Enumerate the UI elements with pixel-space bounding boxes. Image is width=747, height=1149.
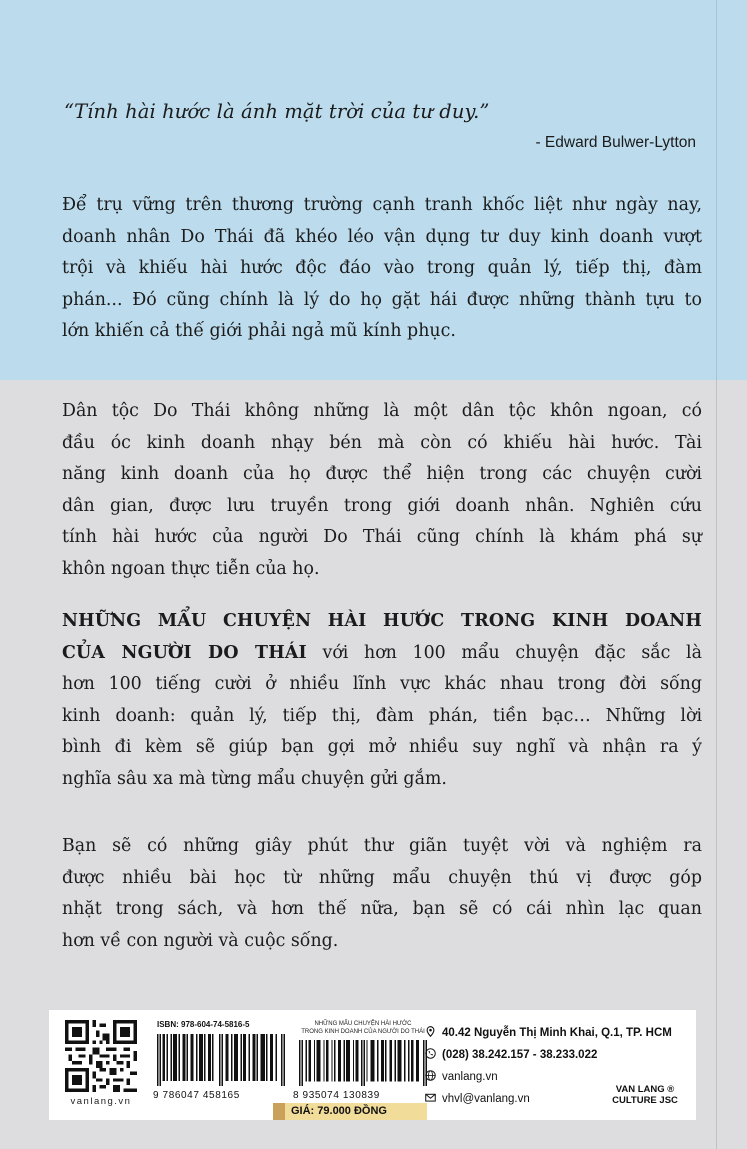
qr-code-icon xyxy=(65,1020,137,1092)
phone-row xyxy=(425,1048,597,1061)
publisher-logo-line: CULTURE JSC xyxy=(612,1095,678,1106)
website-text[interactable]: vanlang.vn xyxy=(442,1071,498,1083)
body-line: hơn về con người và cuộc sống. xyxy=(62,930,339,951)
body-paragraph-2 xyxy=(62,606,702,795)
isbn-label: ISBN: 978-604-74-5816-5 xyxy=(157,1020,250,1029)
globe-icon xyxy=(425,1070,436,1081)
body-line: đầu óc kinh doanh nhạy bén mà còn có khiếu hài hước. Tài xyxy=(62,432,702,453)
email-text[interactable]: vhvl@vanlang.vn xyxy=(442,1093,530,1105)
body-line: Dân tộc Do Thái không những là một dân tộc khôn ngoan, có xyxy=(62,401,702,421)
body-line: Bạn sẽ có những giây phút thư giãn tuyệt vời và nghiệm ra xyxy=(62,836,702,856)
price-label: GIÁ: 79.000 ĐỒNG xyxy=(285,1103,427,1120)
body-line: kinh doanh: quản lý, tiếp thị, đàm phán, tiền bạc… Những lời xyxy=(62,705,702,726)
isbn-barcode xyxy=(157,1034,285,1086)
publisher-logo-line: VAN LANG ® xyxy=(615,1084,675,1095)
intro-line: Để trụ vững trên thương trường cạnh tranh khốc liệt như ngày nay, xyxy=(62,195,702,215)
quote-author: - Edward Bulwer-Lytton xyxy=(535,134,696,151)
ean-barcode xyxy=(299,1040,427,1086)
mail-icon xyxy=(425,1092,436,1103)
body-line: được nhiều bài học từ những mẩu chuyện thú vị được góp xyxy=(62,867,702,888)
intro-line: lớn khiến cả thế giới phải ngả mũ kính phục. xyxy=(62,321,456,341)
body-line: năng kinh doanh của họ được thể hiện trong các chuyện cười xyxy=(62,464,702,484)
body-line: bình đi kèm sẽ giúp bạn gợi mở nhiều suy nghĩ và nhận ra ý xyxy=(62,737,702,757)
intro-line: phán... Đó cũng chính là lý do họ gặt hái được những thành tựu to xyxy=(62,289,702,310)
spine-line xyxy=(716,0,717,1149)
body-line xyxy=(62,638,702,670)
intro-paragraph xyxy=(62,190,702,348)
intro-line: trội và khiếu hài hước độc đáo vào trong quản lý, tiếp thị, đàm xyxy=(62,258,702,278)
book-title-small-line: TRONG KINH DOANH CỦA NGƯỜI DO THÁI xyxy=(301,1029,425,1035)
body-paragraph-1 xyxy=(62,396,702,585)
address-text: 40.42 Nguyễn Thị Minh Khai, Q.1, TP. HCM xyxy=(442,1027,672,1039)
price-tab xyxy=(273,1103,285,1120)
address-row xyxy=(425,1026,672,1039)
phone-icon xyxy=(425,1048,436,1059)
publisher-logo xyxy=(605,1084,685,1106)
body-line: nhặt trong sách, và hơn thế nữa, bạn sẽ có cái nhìn lạc quan xyxy=(62,899,702,919)
body-paragraph-3 xyxy=(62,831,702,957)
location-pin-icon xyxy=(425,1026,436,1037)
body-line: nghĩa sâu xa mà từng mẩu chuyện gửi gắm. xyxy=(62,768,447,789)
body-line: khôn ngoan thực tiễn của họ. xyxy=(62,558,320,579)
body-line-rest: với hơn 100 mẩu chuyện đặc sắc là xyxy=(306,642,702,663)
body-line: dân gian, được lưu truyền trong giới doanh nhân. Nghiên cứu xyxy=(62,495,702,516)
book-title-line: NHỮNG MẨU CHUYỆN HÀI HƯỚC TRONG KINH DOANH xyxy=(62,611,702,631)
book-title-small xyxy=(297,1020,429,1036)
body-line: tính hài hước của người Do Thái cũng chính là khám phá sự xyxy=(62,527,702,547)
book-title-line: CỦA NGƯỜI DO THÁI xyxy=(62,642,307,663)
ean-barcode-digits: 8 935074 130839 xyxy=(293,1090,380,1101)
email-row xyxy=(425,1092,530,1105)
intro-line: doanh nhân Do Thái đã khéo léo vận dụng tư duy kinh doanh vượt xyxy=(62,226,702,247)
isbn-barcode-digits: 9 786047 458165 xyxy=(153,1090,240,1101)
phone-text: (028) 38.242.157 - 38.233.022 xyxy=(442,1049,598,1061)
website-row xyxy=(425,1070,498,1083)
qr-caption: vanlang.vn xyxy=(70,1096,132,1107)
quote-text: “Tính hài hước là ánh mặt trời của tư duy.” xyxy=(64,100,490,123)
body-line: hơn 100 tiếng cười ở nhiều lĩnh vực khác nhau trong đời sống xyxy=(62,674,702,694)
qr-block xyxy=(57,1016,145,1112)
book-title-small-line: NHỮNG MẨU CHUYỆN HÀI HƯỚC xyxy=(314,1021,412,1027)
footer-panel xyxy=(49,1010,696,1120)
